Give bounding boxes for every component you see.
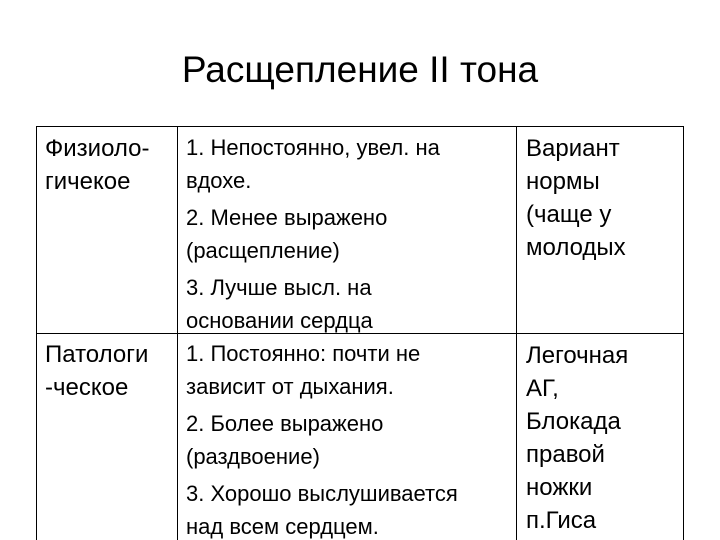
row-note-cell <box>526 339 628 537</box>
note-line: Вариант <box>526 135 620 162</box>
note-line: (чаще у <box>526 201 612 228</box>
sign-line: (раздвоение) <box>186 444 320 469</box>
sign-line: 2. Менее выражено <box>186 205 388 230</box>
sign-line: (расщепление) <box>186 238 340 263</box>
row-type-line: гичекое <box>45 168 131 195</box>
row-type-cell <box>45 132 150 198</box>
note-line: молодых <box>526 234 626 261</box>
sign-item <box>186 201 440 267</box>
sign-item <box>186 477 458 540</box>
row-type-cell <box>45 338 148 404</box>
note-line: Блокада <box>526 408 621 435</box>
row-type-line: Патологи <box>45 341 149 368</box>
sign-line: 1. Непостоянно, увел. на <box>186 135 440 160</box>
note-line: нормы <box>526 168 600 195</box>
row-signs-cell <box>186 131 440 341</box>
sign-line: 2. Более выражено <box>186 411 384 436</box>
sign-item <box>186 131 440 197</box>
row-signs-cell <box>186 337 458 540</box>
row-type-line: Физиоло- <box>45 135 150 162</box>
note-line: п.Гиса <box>526 507 597 534</box>
comparison-table <box>36 126 684 540</box>
sign-line: 3. Лучше высл. на <box>186 275 372 300</box>
sign-item <box>186 407 458 473</box>
sign-item <box>186 271 440 337</box>
sign-line: вдохе. <box>186 168 252 193</box>
sign-line: над всем сердцем. <box>186 514 379 539</box>
sign-line: 3. Хорошо выслушивается <box>186 481 458 506</box>
sign-item <box>186 337 458 403</box>
note-line: правой <box>526 441 605 468</box>
note-line: Легочная <box>526 342 629 369</box>
row-note-cell <box>526 132 626 264</box>
slide-title: Расщепление II тона <box>181 49 539 90</box>
sign-line: зависит от дыхания. <box>186 374 394 399</box>
row-type-line: -ческое <box>45 374 129 401</box>
note-line: АГ, <box>526 375 559 402</box>
sign-line: основании сердца <box>186 308 373 333</box>
note-line: ножки <box>526 474 593 501</box>
sign-line: 1. Постоянно: почти не <box>186 341 421 366</box>
